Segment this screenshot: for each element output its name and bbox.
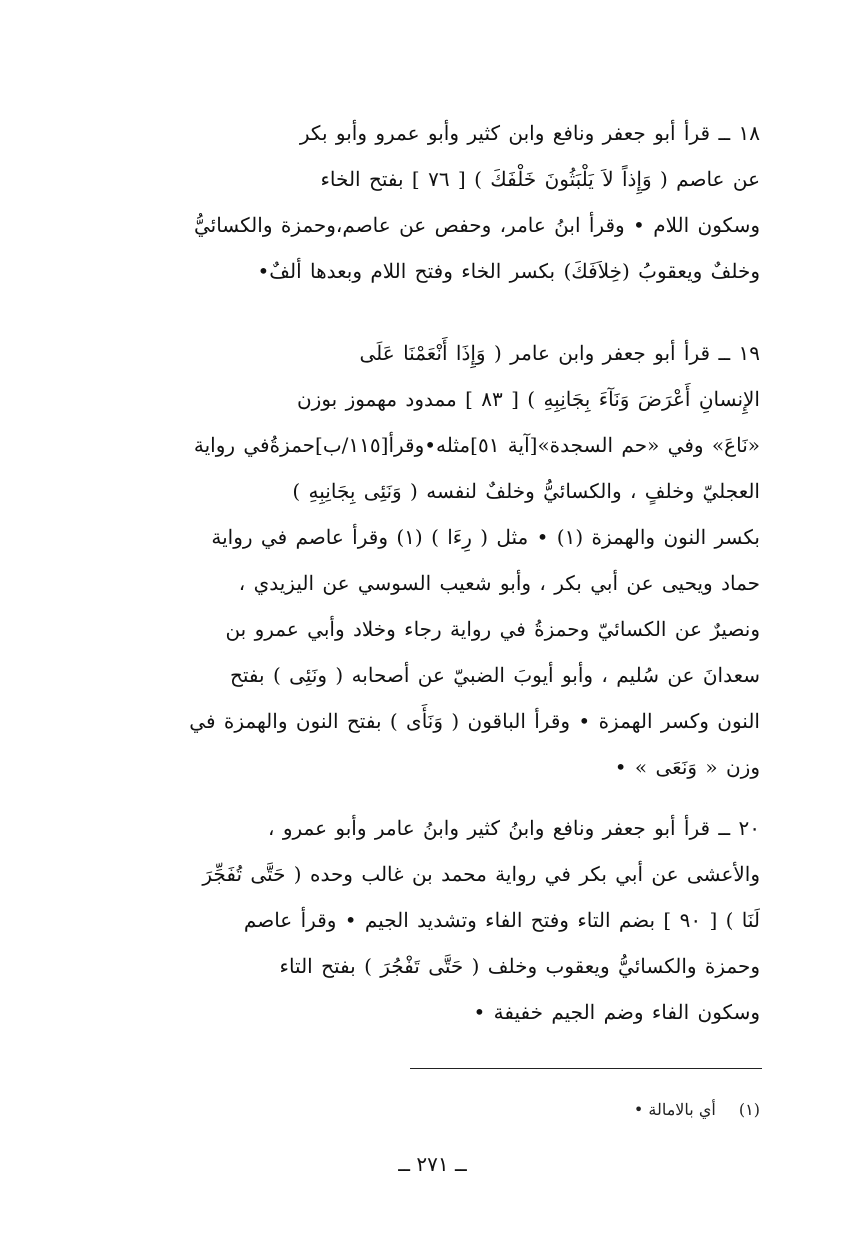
text-line: وسكون الفاء وضم الجيم خفيفة • [473,1000,760,1024]
footnote-text: أي بالامالة • [633,1100,716,1119]
text-line: ١٨ ــ قرأ أبو جعفر ونافع وابن كثير وأبو عمرو وأبو بكر [299,121,760,145]
text-line: ٢٠ ــ قرأ أبو جعفر ونافع وابنُ كثير وابنُ عامر وأبو عمرو ، [268,816,760,840]
text-line: العجليّ وخلفٍ ، والكسائيُّ وخلفٌ لنفسه ( وَنَئِى بِجَانِبِهِ ) [292,479,760,503]
text-line: عن عاصم ( وَإِذاً لاَ يَلْبَثُونَ خَلْفَكَ ) [ ٧٦ ] بفتح الخاء [320,167,760,191]
text-line: ١٩ ــ قرأ أبو جعفر وابن عامر ( وَإِذَا أَنْعَمْنَا عَلَى [359,341,760,365]
page-number: ــ ٢٧١ ــ [398,1152,467,1176]
text-line: وسكون اللام • وقرأ ابنُ عامر، وحفص عن عاصم،وحمزة والكسائيُّ [193,213,760,237]
text-line: الإِنسانِ أَعْرَضَ وَنَآءَ بِجَانِبِهِ ) [ ٨٣ ] ممدود مهموز بوزن [296,387,760,411]
text-line: وزن « وَنَعَى » • [614,755,760,779]
paragraph-19 [100,330,760,790]
text-line: بكسر النون والهمزة (١) • مثل ( رِءَا ) (١) وقرأ عاصم في رواية [211,525,760,549]
footnote-divider [410,1068,762,1069]
text-line: النون وكسر الهمزة • وقرأ الباقون ( وَنَأَى ) بفتح النون والهمزة في [189,709,760,733]
footnote-marker: (١) [738,1100,760,1119]
text-line: حماد ويحيى عن أبي بكر ، وأبو شعيب السوسي عن اليزيدي ، [238,571,760,595]
paragraph-20 [100,805,760,1035]
text-line: «نَاعَ» وفي «حم السجدة»[آية ٥١]مثله•وقرأ[١١٥/ب]حمزةُفي رواية [193,433,760,457]
text-line: وحمزة والكسائيُّ ويعقوب وخلف ( حَتَّى تَفْجُرَ ) بفتح التاء [279,954,760,978]
text-line: والأعشى عن أبي بكر في رواية محمد بن غالب وحده ( حَتَّى تُفَجِّرَ [202,862,760,886]
paragraph-18 [100,110,760,294]
text-line: سعدانَ عن سُليم ، وأبو أيوبَ الضبيّ عن أصحابه ( ونَئِى ) بفتح [229,663,760,687]
footnote [260,1097,760,1123]
text-line: ونصيرٌ عن الكسائيّ وحمزةُ في رواية رجاء وخلاد وأبي عمرو بن [225,617,760,641]
text-line: لَنَا ) [ ٩٠ ] بضم التاء وفتح الفاء وتشديد الجيم • وقرأ عاصم [243,908,760,932]
text-line: وخلفٌ ويعقوبُ (خِلاَفَكَ) بكسر الخاء وفتح اللام وبعدها ألفٌ• [257,259,760,283]
